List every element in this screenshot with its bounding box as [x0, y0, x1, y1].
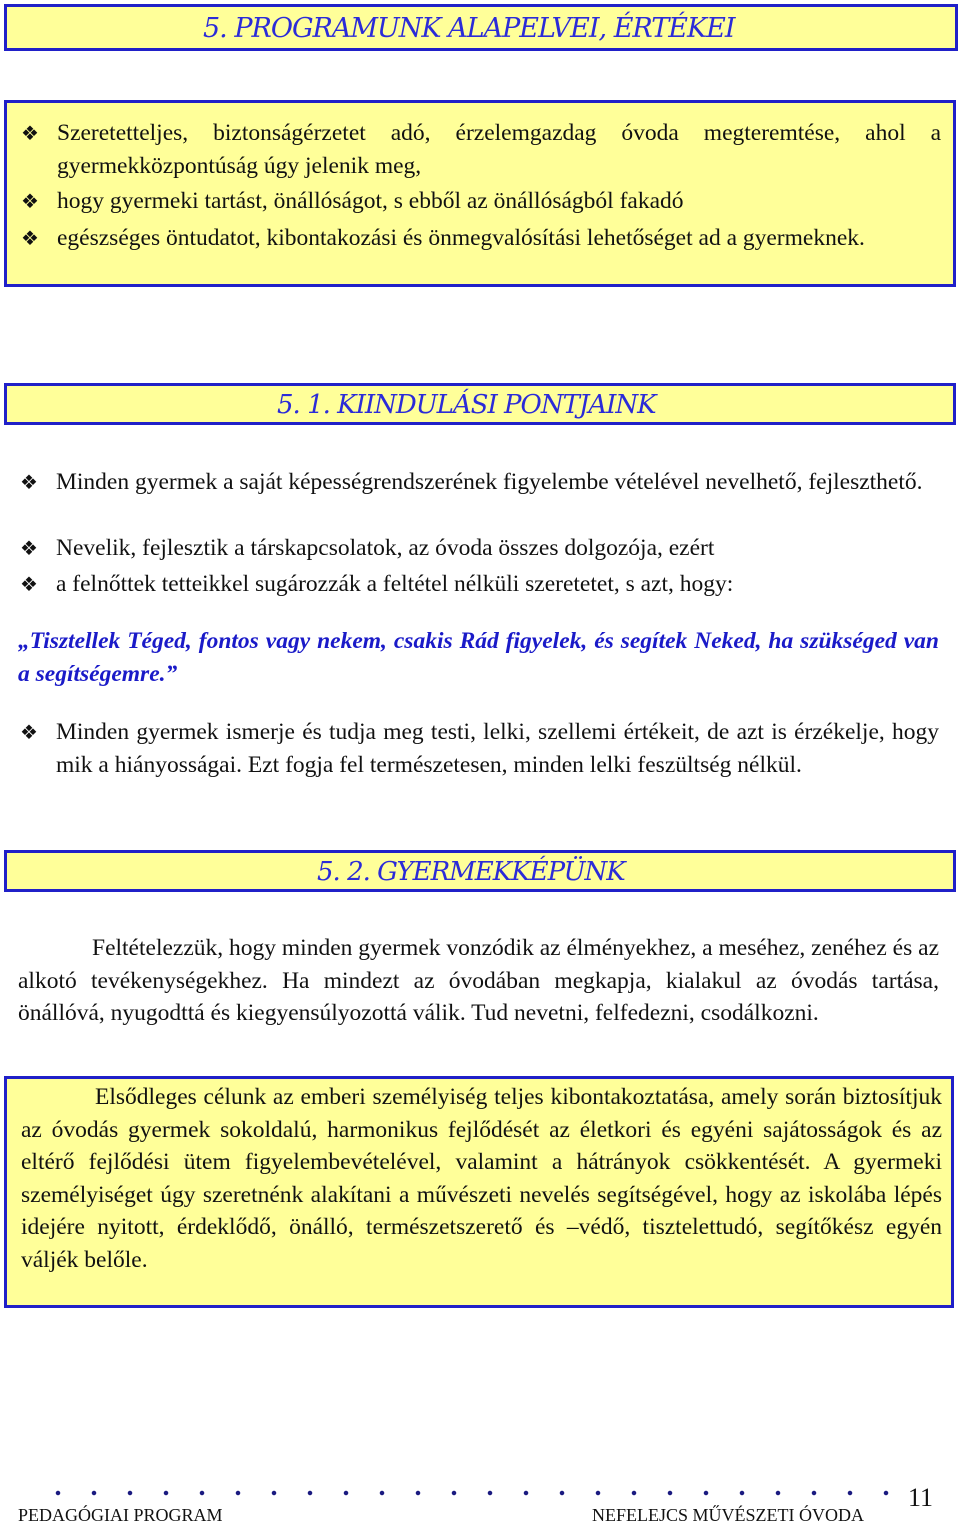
footer-left: PEDAGÓGIAI PROGRAM — [18, 1505, 223, 1525]
quote: „Tisztellek Téged, fontos vagy nekem, csakis Rád figyelek, és segítek Neked, ha szükséged van a segítségemre.” — [18, 628, 939, 687]
section-heading: 5. 2. GYERMEKKÉPÜNK — [317, 857, 625, 887]
title-box — [4, 4, 958, 51]
diamond-flower-icon: ❖ — [21, 226, 39, 250]
section-heading: 5. 1. KIINDULÁSI PONTJAINK — [277, 390, 656, 420]
aim-paragraph: Elsődleges célunk az emberi személyiség teljes kibontakoztatása, amely során biztosítjuk az óvodás gyermek sokoldalú, harmonikus fejlődését az életkori és egyéni sajátosságok és az eltérő fejlődési ütem figyelembevételével, valamint a hátrányok csökkentését. A gyermeki személyiséget úgy szeretnénk alakítani a művészeti nevelés segítségével, hogy az iskolába lépés idejére nyitott, érdeklődő, önálló, természetszerető és –védő, tisztelettudó, segítőkész egyén váljék belőle. — [21, 1084, 942, 1273]
intro-bullet-text: hogy gyermeki tartást, önállóságot, s ebből az önállóságból fakadó — [57, 188, 684, 214]
bullet-text: a felnőttek tetteikkel sugározzák a feltétel nélküli szeretetet, s azt, hogy: — [56, 571, 734, 597]
section-heading-box — [4, 383, 956, 425]
diamond-flower-icon: ❖ — [20, 572, 38, 596]
list-item — [21, 185, 941, 218]
bullet-text: Minden gyermek ismerje és tudja meg testi, lelki, szellemi értékeit, de azt is érzékelje, hogy mik a hiányosságai. Ezt fogja fel természetesen, minden lelki feszültség nélkül. — [56, 719, 939, 778]
diamond-flower-icon: ❖ — [21, 189, 39, 213]
bullet-text: Minden gyermek a saját képességrendszerének figyelembe vételével nevelhető, fejleszthető. — [56, 469, 923, 495]
list-item — [20, 568, 939, 601]
aim-box — [4, 1076, 954, 1308]
diamond-flower-icon: ❖ — [20, 720, 38, 744]
diamond-flower-icon: ❖ — [20, 470, 38, 494]
list-item — [21, 117, 941, 183]
page-title: 5. PROGRAMUNK ALAPELVEI, ÉRTÉKEI — [203, 13, 735, 44]
list-item — [20, 532, 939, 565]
list-item — [21, 222, 941, 255]
paragraph: Feltételezzük, hogy minden gyermek vonzódik az élményekhez, a meséhez, zenéhez és az alkotó tevékenységekhez. Ha mindezt az óvodában megkapja, kialakul az óvodás tartása, önállóvá, nyugodttá és kiegyensúlyozottá válik. Tud nevetni, felfedezni, csodálkozni. — [18, 935, 939, 1026]
list-item — [20, 716, 939, 782]
footer-right: NEFELEJCS MŰVÉSZETI ÓVODA — [592, 1505, 864, 1525]
intro-box — [4, 100, 956, 287]
list-item — [20, 466, 939, 499]
page-number: 11 — [908, 1483, 934, 1512]
footer-divider — [40, 1490, 900, 1496]
diamond-flower-icon: ❖ — [21, 121, 39, 145]
intro-bullet-text: Szeretetteljes, biztonságérzetet adó, érzelemgazdag óvoda megteremtése, ahol a gyermekközpontúság úgy jelenik meg, — [57, 120, 941, 179]
bullet-text: Nevelik, fejlesztik a társkapcsolatok, az óvoda összes dolgozója, ezért — [56, 535, 715, 561]
diamond-flower-icon: ❖ — [20, 536, 38, 560]
intro-bullet-text: egészséges öntudatot, kibontakozási és önmegvalósítási lehetőséget ad a gyermeknek. — [57, 225, 865, 251]
section-heading-box — [4, 850, 956, 892]
